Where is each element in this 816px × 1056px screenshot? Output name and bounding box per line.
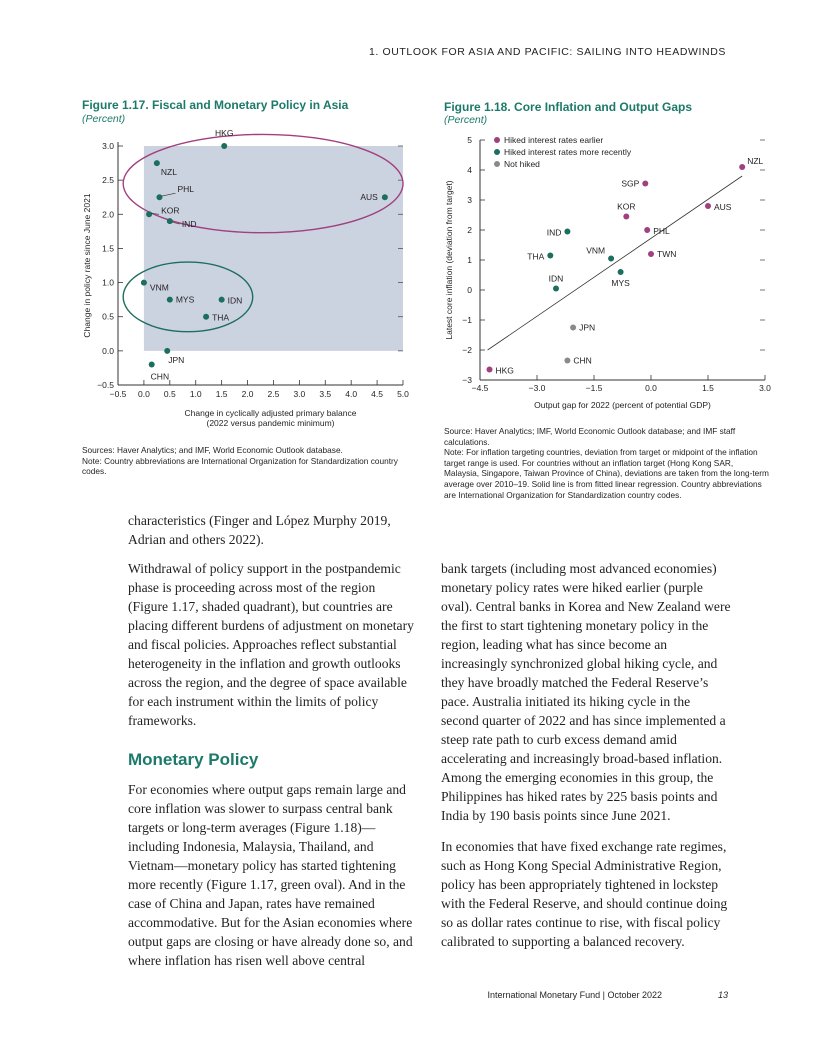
x-tick-label: 2.5 — [267, 389, 280, 399]
point-label-chn: CHN — [150, 371, 170, 382]
x-tick-label: 1.5 — [215, 389, 228, 399]
paragraph-continued: characteristics (Finger and López Murphy 2019, Adrian and others 2022). — [128, 513, 391, 547]
paragraph-output-gaps: For economies where output gaps remain large and core inflation was slower to surpass central bank targets or long-term averages (Figure 1.18)—including Indonesia, Malaysia, Thailand, and Vietnam—monetary policy has started tightening more recently (Figure 1.17, green oval). And in the case of China and Japan, rates have remained accommodative. But for the Asian economies where output gaps are closing or have already done so, and where inflation has risen well above central — [128, 782, 413, 968]
point-chn — [149, 362, 155, 368]
x-tick-label: 0.0 — [645, 383, 657, 393]
point-phl — [644, 227, 650, 233]
x-axis-label: Output gap for 2022 (percent of potential GDP) — [534, 400, 711, 410]
x-axis-label: Change in cyclically adjusted primary balance — [184, 408, 357, 418]
point-jpn — [570, 325, 576, 331]
fig118-note: Note: For inflation targeting countries, deviation from target or midpoint of the inflation target range is used. For countries without an inflation target (Hong Kong SAR, Malaysia, Singapore, Taiwan Province of China), deviations are taken from the long-term average over 2010–19. Solid line is from fitted linear regression. Country abbreviations are International Organization for Standardization country codes. — [444, 447, 769, 500]
point-label-nzl: NZL — [747, 156, 764, 166]
point-label-jpn: JPN — [579, 322, 596, 333]
fig118-chart — [440, 130, 780, 420]
x-tick-label: 0.0 — [137, 389, 150, 399]
y-tick-label: 1.0 — [102, 277, 114, 288]
point-label-mys: MYS — [175, 294, 195, 305]
left-column-lower — [128, 780, 416, 970]
point-tha — [547, 253, 553, 259]
point-label-idn: IDN — [548, 273, 564, 284]
y-tick-label: −0.5 — [97, 380, 114, 390]
footer: International Monetary Fund | October 2022 — [487, 990, 662, 1000]
y-tick-label: 1 — [467, 255, 472, 265]
y-tick-label: 3.0 — [102, 141, 114, 151]
point-jpn — [164, 348, 170, 354]
y-tick-label: 0.0 — [102, 345, 114, 356]
x-tick-label: 4.5 — [371, 389, 384, 399]
point-hkg — [487, 367, 493, 373]
legend-label-0: Hiked interest rates earlier — [504, 135, 604, 145]
point-hkg — [221, 143, 227, 149]
page-number: 13 — [717, 990, 728, 1000]
x-tick-label: 3.0 — [759, 383, 771, 393]
point-label-sgp: SGP — [621, 178, 640, 189]
fig118-source: Source: Haver Analytics; IMF, World Economic Outlook database; and IMF staff calculations. — [444, 426, 736, 447]
y-tick-label: 2.5 — [102, 175, 114, 186]
legend-marker-2 — [494, 161, 500, 167]
fig118-notes — [444, 426, 770, 500]
fig117-chart — [78, 130, 418, 430]
point-label-hkg: HKG — [495, 365, 514, 376]
point-nzl — [739, 164, 745, 170]
y-tick-label: −1 — [462, 315, 472, 325]
fig117-subtitle: (Percent) — [82, 113, 126, 125]
x-tick-label: −0.5 — [109, 389, 127, 399]
point-label-kor: KOR — [161, 205, 180, 216]
y-tick-label: −2 — [462, 345, 472, 355]
y-tick-label: 3 — [467, 195, 472, 205]
y-axis-label: Change in policy rate since June 2021 — [82, 193, 92, 338]
legend-marker-1 — [494, 149, 500, 155]
y-tick-label: 2 — [467, 225, 472, 235]
legend-marker-0 — [494, 137, 500, 143]
point-label-twn: TWN — [657, 249, 677, 259]
y-tick-label: 1.5 — [102, 243, 114, 254]
x-axis-label-2: (2022 versus pandemic minimum) — [206, 418, 335, 428]
x-tick-label: 3.5 — [319, 389, 332, 399]
point-label-kor: KOR — [617, 201, 636, 212]
paragraph-fixed-exchange: In economies that have fixed exchange rate regimes, such as Hong Kong Special Administrative Region, policy has been appropriately tightened in lockstep with the Federal Reserve, and should continue doing so as dollar rates continue to rise, with fiscal policy calibrated to supporting a balanced recovery. — [441, 839, 728, 949]
x-tick-label: 4.0 — [345, 389, 358, 399]
point-nzl — [154, 160, 160, 166]
point-vnm — [141, 280, 147, 286]
x-tick-label: 5.0 — [397, 389, 409, 399]
x-tick-label: 0.5 — [163, 389, 176, 399]
point-vnm — [608, 256, 614, 262]
section-heading-monetary-policy: Monetary Policy — [128, 750, 259, 769]
right-column — [441, 559, 731, 951]
point-label-vnm: VNM — [586, 245, 606, 256]
point-twn — [648, 251, 654, 257]
y-tick-label: 5 — [467, 135, 472, 145]
point-chn — [564, 358, 570, 364]
point-label-mys: MYS — [611, 278, 630, 288]
fig117-title: Figure 1.17. Fiscal and Monetary Policy in Asia — [82, 98, 349, 112]
point-label-phl: PHL — [177, 184, 195, 195]
point-idn — [219, 297, 225, 303]
left-column — [128, 511, 416, 730]
point-label-ind: IND — [181, 219, 197, 230]
x-tick-label: 1.0 — [189, 389, 202, 399]
x-tick-label: 3.0 — [293, 389, 306, 399]
point-idn — [553, 286, 559, 292]
point-kor — [146, 211, 152, 217]
x-tick-label: −4.5 — [471, 383, 489, 393]
point-mys — [167, 297, 173, 303]
point-mys — [618, 269, 624, 275]
point-label-hkg: HKG — [215, 130, 234, 138]
fig117-notes — [82, 445, 407, 477]
point-label-idn: IDN — [227, 295, 243, 306]
point-ind — [564, 229, 570, 235]
running-head: 1. OUTLOOK FOR ASIA AND PACIFIC: SAILING INTO HEADWINDS — [368, 46, 726, 58]
point-aus — [382, 194, 388, 200]
point-label-tha: THA — [212, 312, 230, 323]
x-tick-label: 2.0 — [241, 389, 254, 399]
point-sgp — [642, 181, 648, 187]
fig118-title: Figure 1.18. Core Inflation and Output Gaps — [444, 100, 693, 114]
y-axis-label: Latest core inflation (deviation from target) — [444, 180, 454, 340]
legend-label-1: Hiked interest rates more recently — [504, 147, 632, 157]
point-label-vnm: VNM — [149, 282, 169, 293]
point-kor — [623, 214, 629, 220]
point-tha — [203, 314, 209, 320]
legend-label-2: Not hiked — [504, 159, 540, 169]
shaded-quadrant — [144, 146, 403, 351]
regression-line — [488, 176, 743, 350]
fig117-note: Note: Country abbreviations are International Organization for Standardization country codes. — [82, 455, 398, 477]
point-label-aus: AUS — [714, 202, 732, 212]
y-tick-label: −3 — [462, 375, 472, 385]
fig118-subtitle: (Percent) — [444, 114, 488, 126]
point-phl — [156, 194, 162, 200]
y-tick-label: 0.5 — [102, 311, 114, 322]
fig117-source: Sources: Haver Analytics; and IMF, World Economic Outlook database. — [82, 445, 343, 455]
point-label-tha: THA — [527, 251, 545, 262]
point-label-phl: PHL — [653, 226, 670, 236]
point-label-jpn: JPN — [168, 354, 185, 365]
point-label-ind: IND — [546, 227, 562, 238]
x-tick-label: −3.0 — [528, 383, 546, 393]
point-label-chn: CHN — [573, 355, 592, 366]
y-tick-label: 4 — [467, 165, 472, 175]
point-label-aus: AUS — [360, 192, 378, 203]
point-ind — [167, 218, 173, 224]
paragraph-withdrawal: Withdrawal of policy support in the postpandemic phase is proceeding across most of the region (Figure 1.17, shaded quadrant), but countries are placing different burdens of adjustment on monetary and fiscal policies. Approaches reflect substantial heterogeneity in the inflation and growth outlooks across the region, and the degree of space available for each instrument within the limits of policy frameworks. — [128, 561, 414, 728]
paragraph-bank-targets: bank targets (including most advanced economies) monetary policy rates were hiked earlier (purple oval). Central banks in Korea and New Zealand were the first to start tightening monetary policy in the region, leading what has since become an increasingly synchronized global hiking cycle, and they have broadly matched the Federal Reserve’s pace. Australia initiated its hiking cycle in the second quarter of 2022 and has since implemented a steep rate path to curb excess demand amid accelerating and increasingly broad-based inflation. Among the emerging economies in this group, the Philippines has hiked rates by 225 basis points and India by 190 basis points since June 2021. — [441, 561, 731, 823]
footer-publication: International Monetary Fund — [487, 990, 601, 1000]
point-aus — [705, 203, 711, 209]
x-tick-label: 1.5 — [702, 383, 714, 393]
y-tick-label: 2.0 — [102, 209, 114, 220]
point-label-nzl: NZL — [160, 167, 177, 178]
x-tick-label: −1.5 — [585, 383, 603, 393]
y-tick-label: 0 — [467, 285, 472, 295]
footer-date: October 2022 — [607, 990, 662, 1000]
